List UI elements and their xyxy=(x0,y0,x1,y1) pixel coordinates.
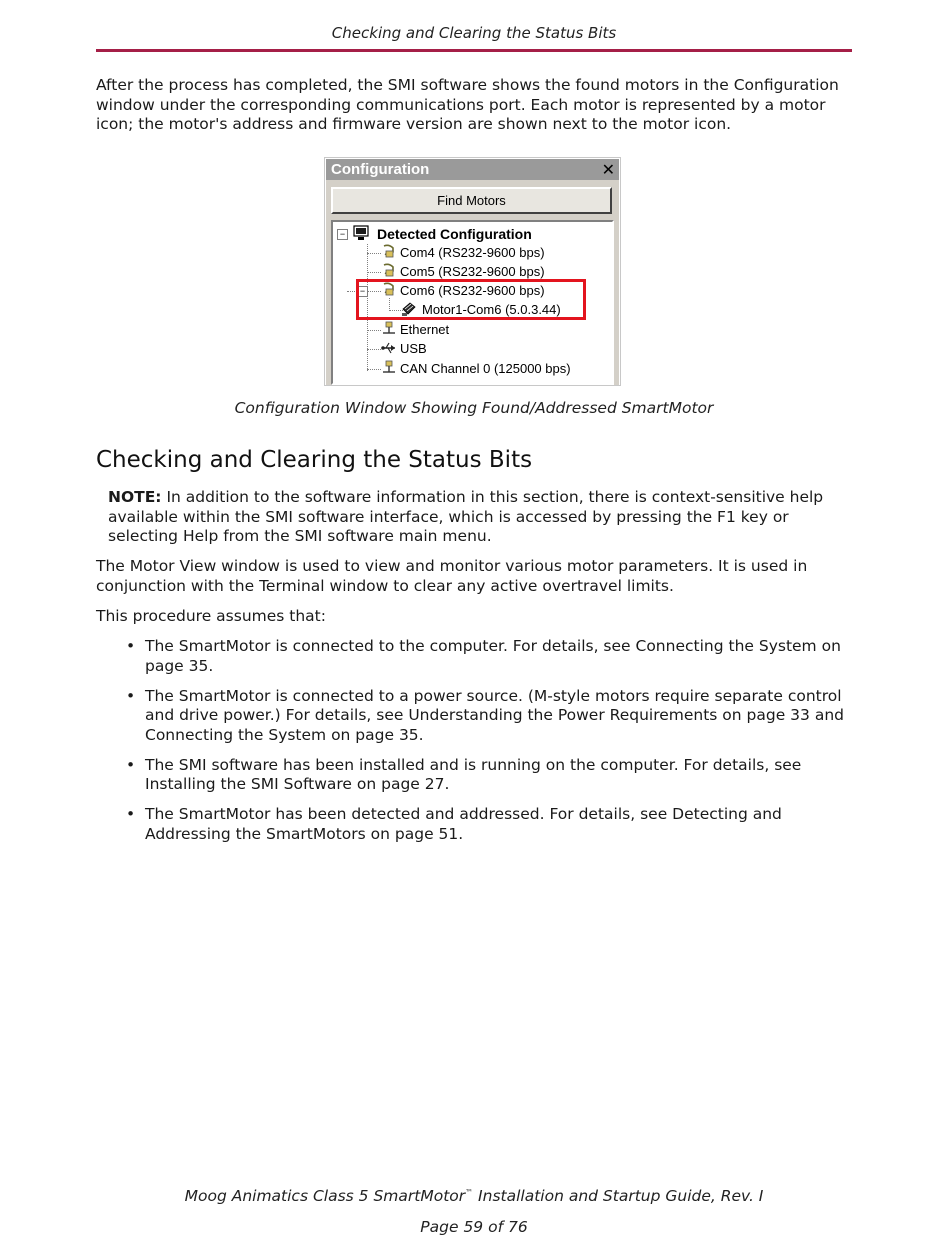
configuration-body xyxy=(326,180,619,385)
configuration-title: Configuration xyxy=(331,161,430,178)
list-item: • The SmartMotor is connected to a power source. (M-style motors require separate control and drive power.) For details, see Understanding the Power Requirements on page 33 and Connecting the System on page 35. xyxy=(126,686,844,744)
list-item: • The SMI software has been installed and is running on the computer. For details, see Installing the SMI Software on page 27. xyxy=(126,755,802,793)
intro-paragraph: After the process has completed, the SMI software shows the found motors in the Configuration window under the corresponding communications port. Each motor is represented by a motor icon; the motor's address and firmware version are shown next to the motor icon. xyxy=(96,76,839,133)
motor-view-paragraph: The Motor View window is used to view and monitor various motor parameters. It is used in conjunction with the Terminal window to clear any active overtravel limits. xyxy=(96,557,808,595)
close-icon[interactable]: ✕ xyxy=(601,162,615,179)
configuration-tree: − Detected Configuration Com4 (RS232-9600 bps) Com5 (RS232-9600 bps) − Com6 (RS232-9600 bps) Motor1-Com6 (5.0.3.44) Ethernet USB CAN Channel 0 (125000 bps) xyxy=(331,220,614,385)
running-header: Checking and Clearing the Status Bits xyxy=(331,24,617,42)
footer-title: Moog Animatics Class 5 SmartMotor™ Installation and Startup Guide, Rev. I xyxy=(184,1187,764,1205)
ethernet-icon xyxy=(381,321,397,337)
assumes-paragraph: This procedure assumes that: xyxy=(96,607,326,625)
configuration-titlebar xyxy=(326,159,619,180)
can-bus-icon xyxy=(381,360,397,376)
highlight-box xyxy=(356,279,586,320)
bullet-icon: • xyxy=(126,686,136,705)
bullet-icon: • xyxy=(126,755,136,774)
tree-expander[interactable]: − xyxy=(357,286,368,297)
tree-root-label: Detected Configuration xyxy=(377,226,532,242)
list-item: • The SmartMotor is connected to the computer. For details, see Connecting the System on page 35. xyxy=(126,637,841,675)
note-text: In addition to the software information in this section, there is context-sensitive help available within the SMI software interface, which is accessed by pressing the F1 key or selecting Help from the SMI software main menu. xyxy=(108,488,824,545)
serial-port-icon xyxy=(381,244,397,260)
trademark-symbol: ™ xyxy=(465,1187,474,1197)
note-label: NOTE: xyxy=(108,488,162,506)
page-number: Page 59 of 76 xyxy=(420,1218,528,1236)
tree-connector xyxy=(367,349,381,350)
tree-connector xyxy=(367,369,381,370)
bullet-icon: • xyxy=(126,637,136,655)
configuration-window xyxy=(324,157,621,386)
assumptions-list xyxy=(96,637,852,855)
tree-expander[interactable]: − xyxy=(337,229,348,240)
find-motors-button[interactable]: Find Motors xyxy=(331,187,612,214)
tree-connector xyxy=(367,253,381,254)
tree-connector xyxy=(367,272,381,273)
computer-icon xyxy=(353,225,369,241)
header-rule xyxy=(96,49,852,52)
serial-port-icon xyxy=(381,263,397,279)
bullet-icon: • xyxy=(126,805,136,823)
note-paragraph xyxy=(108,488,848,547)
section-heading: Checking and Clearing the Status Bits xyxy=(96,447,533,473)
usb-icon xyxy=(381,340,397,356)
tree-connector xyxy=(367,330,381,331)
list-item: • The SmartMotor has been detected and addressed. For details, see Detecting and Addressing the SmartMotors on page 51. xyxy=(126,805,782,843)
figure-caption: Configuration Window Showing Found/Addressed SmartMotor xyxy=(234,399,714,417)
